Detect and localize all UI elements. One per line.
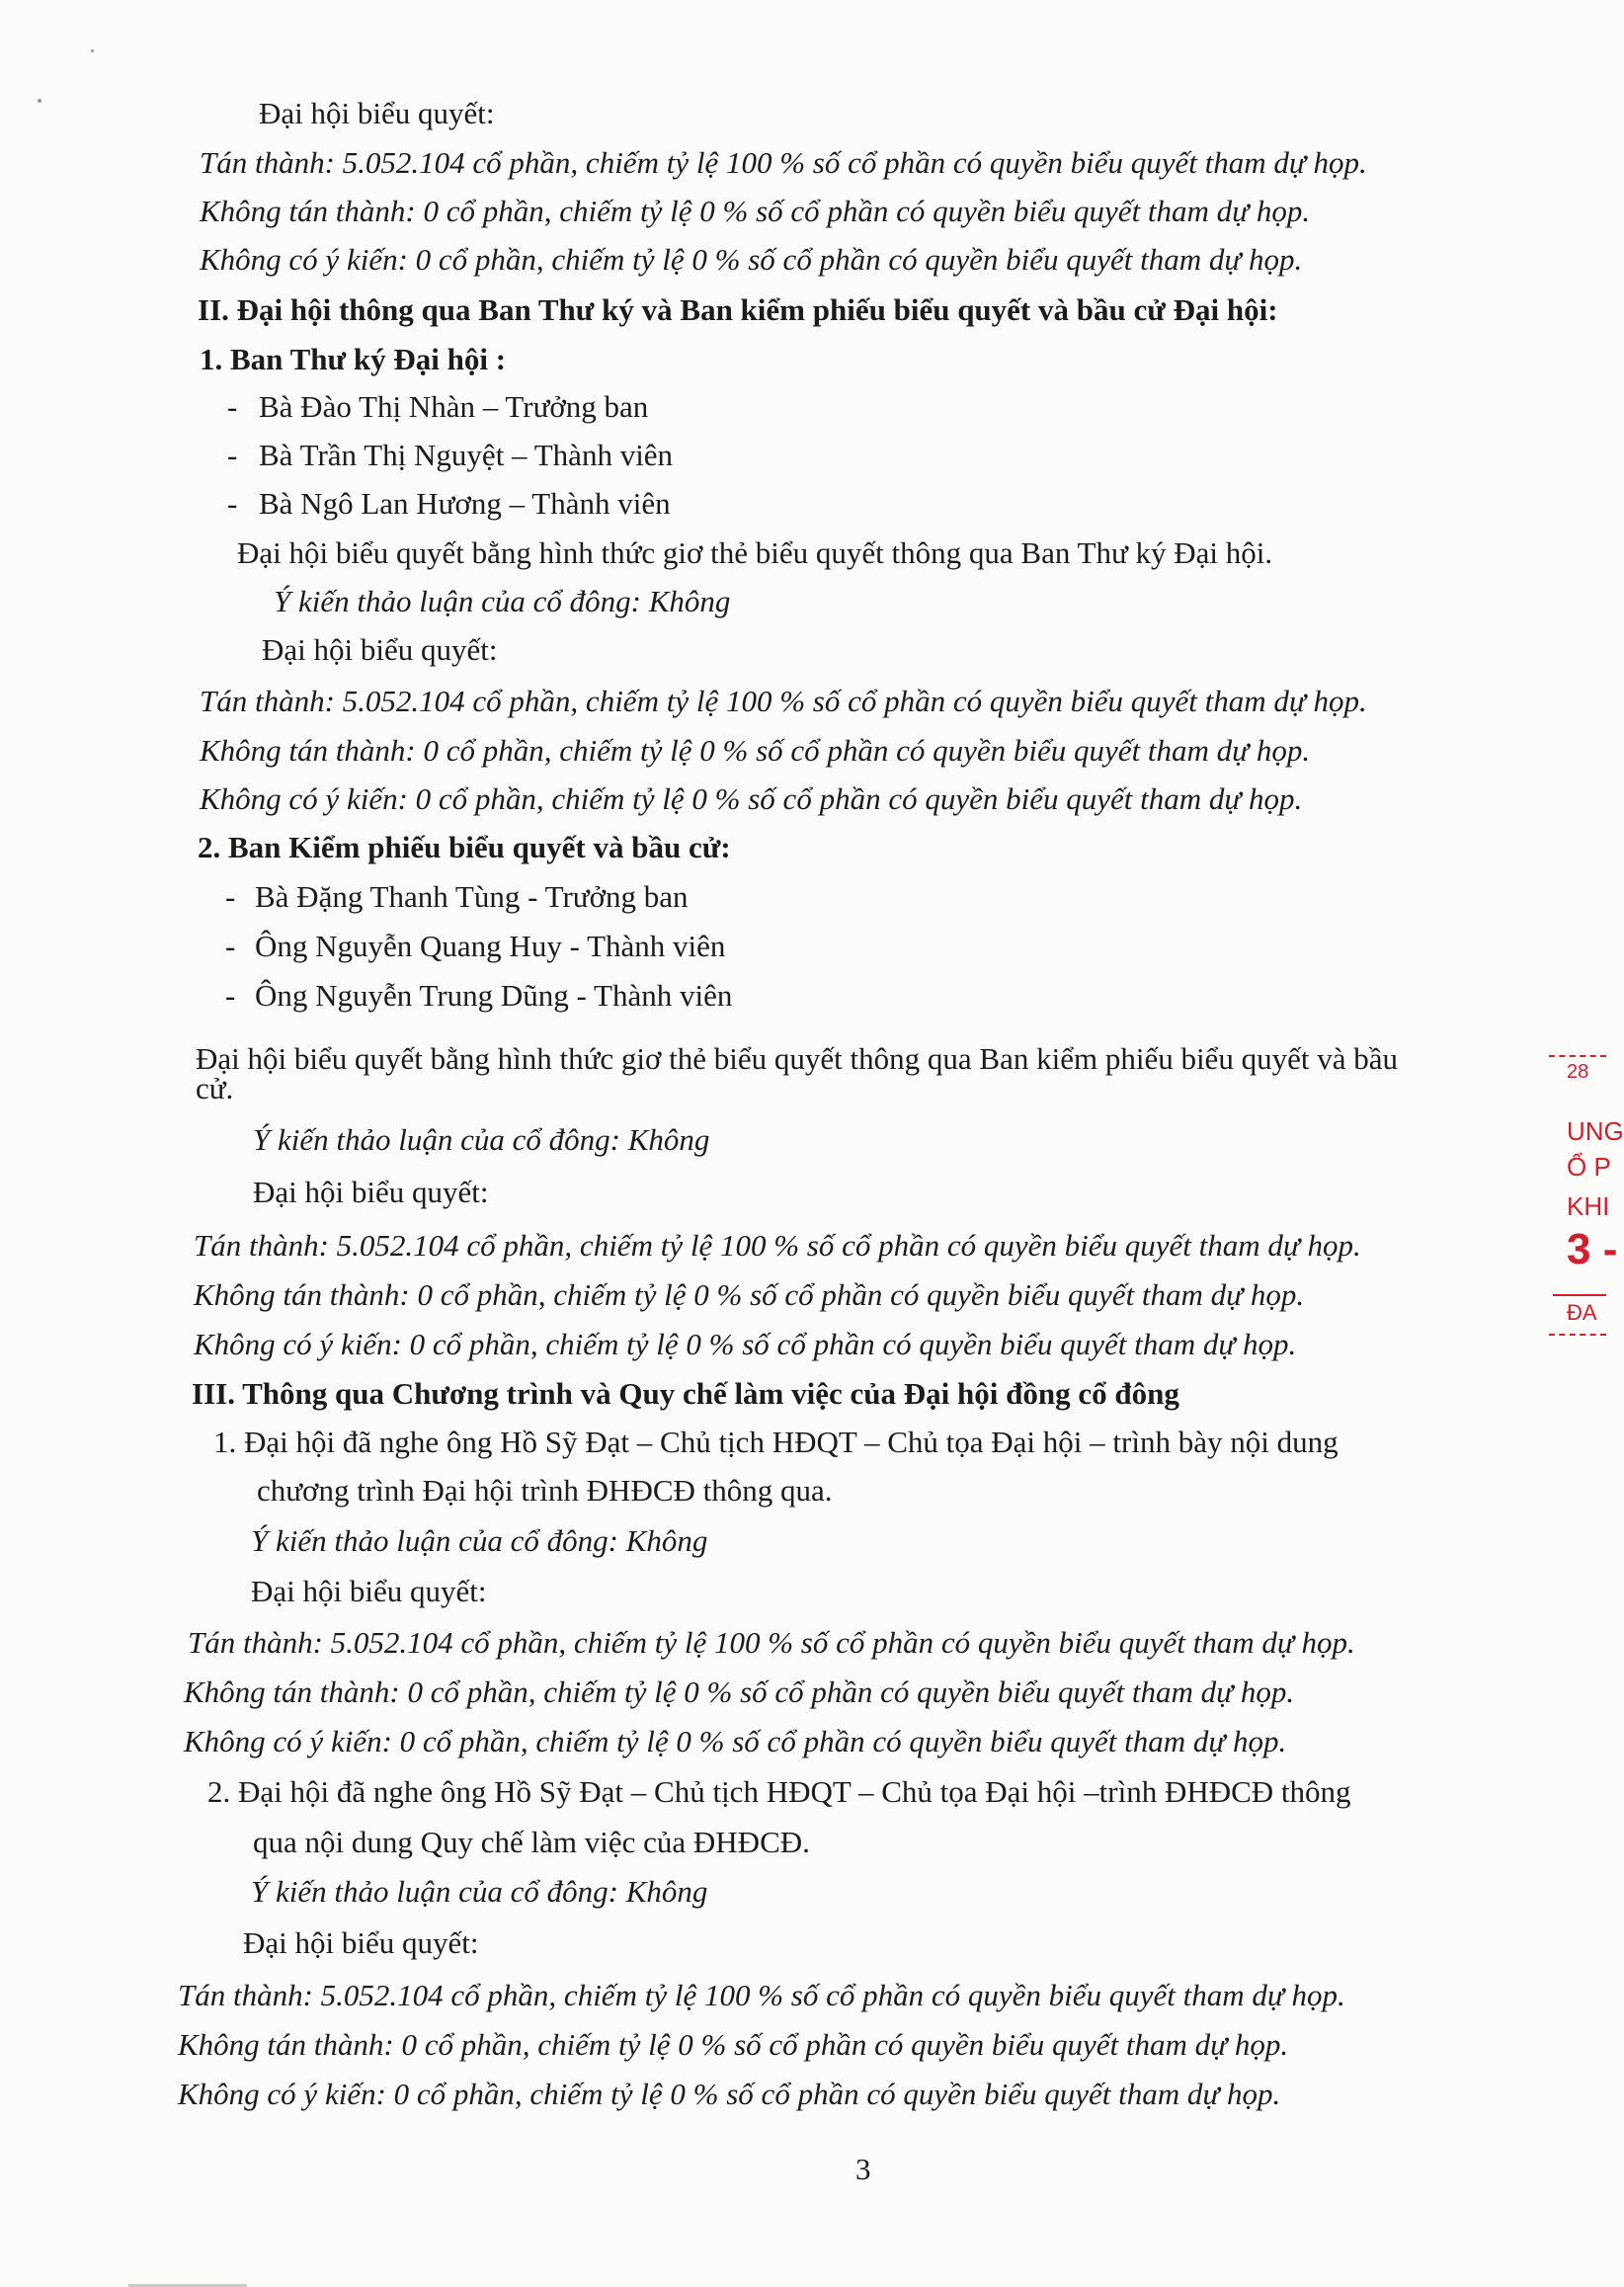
bullet-marker: - [227, 486, 238, 521]
member-item: Ông Nguyễn Quang Huy - Thành viên [255, 929, 726, 963]
vote-approve: Tán thành: 5.052.104 cổ phần, chiếm tỷ lệ 100 % số cổ phần có quyền biểu quyết tham dự họp. [178, 1978, 1345, 2012]
stamp-border-line [1549, 1055, 1606, 1057]
vote-heading: Đại hội biểu quyết: [259, 96, 495, 130]
stamp-border-line [1549, 1334, 1606, 1336]
company-stamp-fragment [1549, 1047, 1624, 1344]
scan-speck [91, 49, 94, 52]
member-item: Bà Đào Thị Nhàn – Trưởng ban [259, 389, 649, 424]
agenda-item: qua nội dung Quy chế làm việc của ĐHĐCĐ. [253, 1825, 810, 1859]
paragraph: Đại hội biểu quyết bằng hình thức giơ thẻ biểu quyết thông qua Ban kiểm phiếu biểu quyết và bầu [196, 1041, 1398, 1076]
shareholder-opinion: Ý kiến thảo luận của cổ đông: Không [251, 1523, 708, 1558]
shareholder-opinion: Ý kiến thảo luận của cổ đông: Không [274, 584, 731, 618]
section-heading-ii: II. Đại hội thông qua Ban Thư ký và Ban kiểm phiếu biểu quyết và bầu cử Đại hội: [198, 292, 1278, 327]
vote-approve: Tán thành: 5.052.104 cổ phần, chiếm tỷ lệ 100 % số cổ phần có quyền biểu quyết tham dự họp. [200, 684, 1367, 718]
page-number: 3 [855, 2152, 871, 2186]
vote-heading: Đại hội biểu quyết: [253, 1175, 489, 1209]
vote-no-opinion: Không có ý kiến: 0 cổ phần, chiếm tỷ lệ 0 % số cổ phần có quyền biểu quyết tham dự họp. [194, 1327, 1297, 1361]
section-heading-iii: III. Thông qua Chương trình và Quy chế làm việc của Đại hội đồng cổ đông [192, 1376, 1179, 1411]
stamp-text: KHI [1567, 1191, 1610, 1221]
vote-heading: Đại hội biểu quyết: [262, 632, 498, 667]
member-item: Bà Đặng Thanh Tùng - Trưởng ban [255, 879, 689, 914]
vote-disapprove: Không tán thành: 0 cổ phần, chiếm tỷ lệ 0 % số cổ phần có quyền biểu quyết tham dự họp. [184, 1674, 1295, 1709]
member-item: Ông Nguyễn Trung Dũng - Thành viên [255, 978, 733, 1013]
vote-disapprove: Không tán thành: 0 cổ phần, chiếm tỷ lệ 0 % số cổ phần có quyền biểu quyết tham dự họp. [194, 1277, 1305, 1312]
vote-approve: Tán thành: 5.052.104 cổ phần, chiếm tỷ lệ 100 % số cổ phần có quyền biểu quyết tham dự họp. [194, 1228, 1361, 1263]
vote-approve: Tán thành: 5.052.104 cổ phần, chiếm tỷ lệ 100 % số cổ phần có quyền biểu quyết tham dự họp. [188, 1625, 1355, 1660]
vote-disapprove: Không tán thành: 0 cổ phần, chiếm tỷ lệ 0 % số cổ phần có quyền biểu quyết tham dự họp. [178, 2027, 1289, 2062]
vote-disapprove: Không tán thành: 0 cổ phần, chiếm tỷ lệ 0 % số cổ phần có quyền biểu quyết tham dự họp. [200, 194, 1311, 228]
stamp-text: ĐA [1567, 1300, 1597, 1325]
agenda-item: 2. Đại hội đã nghe ông Hồ Sỹ Đạt – Chủ tịch HĐQT – Chủ tọa Đại hội –trình ĐHĐCĐ thông [207, 1774, 1351, 1809]
stamp-border-line [1553, 1294, 1606, 1296]
bullet-marker: - [227, 389, 238, 424]
paragraph: cử. [196, 1071, 234, 1105]
vote-heading: Đại hội biểu quyết: [243, 1925, 479, 1960]
paragraph: Đại hội biểu quyết bằng hình thức giơ thẻ biểu quyết thông qua Ban Thư ký Đại hội. [237, 535, 1273, 570]
member-item: Bà Trần Thị Nguyệt – Thành viên [259, 438, 674, 472]
vote-no-opinion: Không có ý kiến: 0 cổ phần, chiếm tỷ lệ 0 % số cổ phần có quyền biểu quyết tham dự họp. [200, 781, 1303, 816]
bullet-marker: - [225, 929, 236, 963]
bullet-marker: - [227, 438, 238, 472]
vote-no-opinion: Không có ý kiến: 0 cổ phần, chiếm tỷ lệ 0 % số cổ phần có quyền biểu quyết tham dự họp. [184, 1724, 1287, 1758]
bullet-marker: - [225, 879, 236, 914]
agenda-item: 1. Đại hội đã nghe ông Hồ Sỹ Đạt – Chủ tịch HĐQT – Chủ tọa Đại hội – trình bày nội dung [213, 1425, 1339, 1459]
vote-no-opinion: Không có ý kiến: 0 cổ phần, chiếm tỷ lệ 0 % số cổ phần có quyền biểu quyết tham dự họp. [178, 2077, 1281, 2111]
stamp-text: Ổ P [1567, 1152, 1611, 1182]
bullet-marker: - [225, 978, 236, 1013]
vote-disapprove: Không tán thành: 0 cổ phần, chiếm tỷ lệ 0 % số cổ phần có quyền biểu quyết tham dự họp. [200, 733, 1311, 768]
stamp-text: 3 - [1567, 1225, 1618, 1273]
agenda-item: chương trình Đại hội trình ĐHĐCĐ thông qua. [257, 1473, 833, 1508]
vote-heading: Đại hội biểu quyết: [251, 1574, 487, 1608]
vote-approve: Tán thành: 5.052.104 cổ phần, chiếm tỷ lệ 100 % số cổ phần có quyền biểu quyết tham dự họp. [200, 145, 1367, 180]
subsection-heading: 1. Ban Thư ký Đại hội : [200, 342, 507, 376]
subsection-heading: 2. Ban Kiểm phiếu biểu quyết và bầu cử: [198, 830, 731, 864]
scan-speck [38, 99, 41, 103]
stamp-text: 28 [1567, 1061, 1589, 1083]
vote-no-opinion: Không có ý kiến: 0 cổ phần, chiếm tỷ lệ 0 % số cổ phần có quyền biểu quyết tham dự họp. [200, 242, 1303, 277]
stamp-text: UNG [1567, 1116, 1624, 1146]
shareholder-opinion: Ý kiến thảo luận của cổ đông: Không [253, 1122, 710, 1157]
member-item: Bà Ngô Lan Hương – Thành viên [259, 486, 671, 521]
shareholder-opinion: Ý kiến thảo luận của cổ đông: Không [251, 1874, 708, 1909]
